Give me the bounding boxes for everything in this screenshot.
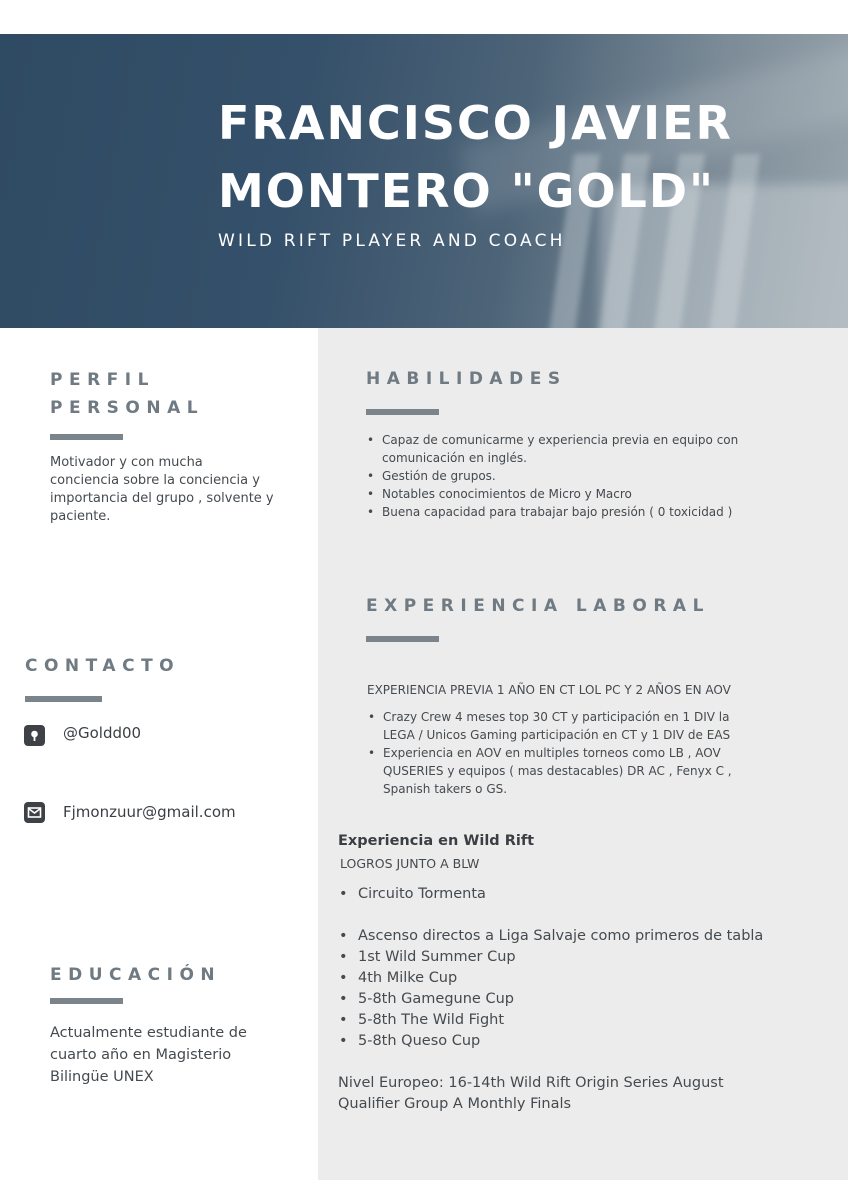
list-item: • 5-8th The Wild Fight: [338, 1010, 838, 1031]
list-item: • 4th Milke Cup: [338, 968, 838, 989]
perfil-line: paciente.: [50, 509, 111, 524]
list-item: [367, 503, 837, 521]
educacion-title: EDUCACIÓN: [50, 965, 222, 985]
header-banner: [0, 34, 848, 328]
wild-rift-heading: Experiencia en Wild Rift: [338, 833, 535, 849]
contacto-title: CONTACTO: [25, 656, 181, 676]
list-item-line: • Experiencia en AOV en multiples torneos como LB , AOV: [383, 746, 721, 760]
list-item: • 5-8th Gamegune Cup: [338, 989, 838, 1010]
educacion-line: cuarto año en Magisterio: [50, 1047, 232, 1063]
name-line-1: FRANCISCO JAVIER: [218, 96, 733, 150]
email-icon: [24, 802, 45, 823]
list-item-line: Spanish takers o GS.: [383, 782, 508, 796]
european-level: [338, 1073, 838, 1115]
location-pin-icon: [24, 725, 45, 746]
wild-rift-first-list: [338, 884, 838, 905]
list-item-line: • Capaz de comunicarme y experiencia previa en equipo con: [382, 433, 739, 447]
contact-email[interactable]: Fjmonzuur@gmail.com: [63, 803, 236, 821]
habilidades-rule: [366, 409, 439, 415]
list-item-line: • Notables conocimientos de Micro y Macro: [382, 487, 632, 501]
educacion-line: Bilingüe UNEX: [50, 1069, 154, 1085]
name-line-2: MONTERO "GOLD": [218, 164, 716, 218]
list-item-line: QUSERIES y equipos ( mas destacables) DR AC , Fenyx C ,: [383, 764, 732, 778]
european-line: Qualifier Group A Monthly Finals: [338, 1096, 572, 1112]
perfil-rule: [50, 434, 123, 440]
list-item: [367, 467, 837, 485]
list-item: • 5-8th Queso Cup: [338, 1031, 838, 1052]
perfil-title: [50, 366, 204, 422]
educacion-line: Actualmente estudiante de: [50, 1025, 247, 1041]
wild-rift-achievements: [338, 926, 838, 1052]
list-item: [368, 744, 838, 798]
list-item-line: • Crazy Crew 4 meses top 30 CT y participación en 1 DIV la: [383, 710, 730, 724]
perfil-title-line-2: PERSONAL: [50, 398, 205, 418]
perfil-title-line-1: PERFIL: [50, 370, 155, 390]
educacion-rule: [50, 998, 123, 1004]
job-subtitle: WILD RIFT PLAYER AND COACH: [218, 231, 566, 251]
experiencia-intro: EXPERIENCIA PREVIA 1 AÑO EN CT LOL PC Y 2 AÑOS EN AOV: [367, 683, 731, 697]
experiencia-title: EXPERIENCIA LABORAL: [366, 596, 710, 616]
list-item: [367, 431, 837, 467]
contacto-rule: [25, 696, 102, 702]
contact-handle[interactable]: @Goldd00: [63, 724, 142, 742]
perfil-line: conciencia sobre la conciencia y: [50, 473, 260, 488]
perfil-text: [50, 454, 310, 526]
list-item: [368, 708, 838, 744]
list-item: • 1st Wild Summer Cup: [338, 947, 838, 968]
educacion-text: [50, 1022, 310, 1088]
list-item: • Ascenso directos a Liga Salvaje como primeros de tabla: [338, 926, 838, 947]
wild-rift-subheading: LOGROS JUNTO A BLW: [340, 856, 480, 871]
list-item-line: • Buena capacidad para trabajar bajo presión ( 0 toxicidad ): [382, 505, 733, 519]
habilidades-title: HABILIDADES: [366, 369, 567, 389]
list-item-line: • Gestión de grupos.: [382, 469, 496, 483]
perfil-line: Motivador y con mucha: [50, 455, 203, 470]
experiencia-rule: [366, 636, 439, 642]
habilidades-list: [367, 431, 837, 521]
list-item: • Circuito Tormenta: [338, 884, 838, 905]
experiencia-list: [368, 708, 838, 798]
european-line: Nivel Europeo: 16-14th Wild Rift Origin Series August: [338, 1075, 724, 1091]
list-item: [367, 485, 837, 503]
list-item-line: LEGA / Unicos Gaming participación en CT y 1 DIV de EAS: [383, 728, 731, 742]
list-item-line: comunicación en inglés.: [382, 451, 527, 465]
perfil-line: importancia del grupo , solvente y: [50, 491, 274, 506]
